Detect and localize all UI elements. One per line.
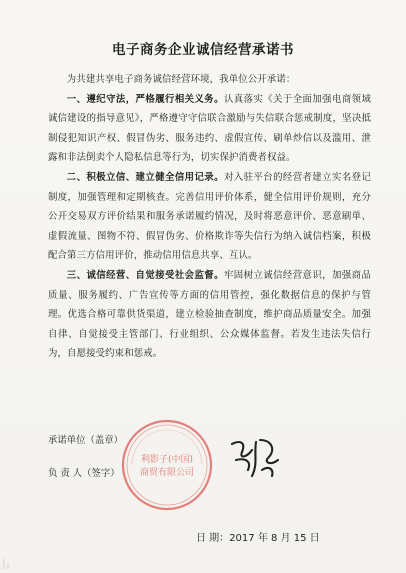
svg-text:商贸有限公司: 商贸有限公司	[139, 468, 195, 478]
section-1-heading: 一、遵纪守法，严格履行相关义务。	[66, 93, 224, 105]
section-3-text: 牢固树立诚信经营意识，加强商品质量、服务履约、广告宣传等方面的信用管控，强化数据信息的保护与管理。优选合格可靠供货渠道，建立检验抽查制度，维护商品质量安全。加强自律、自觉接受主管部门、行业组织、公众媒体监督。若发生违法失信行为，自愿接受约束和惩戒。	[48, 269, 371, 360]
intro-paragraph: 为共建共享电子商务诚信经营环境，我单位公开承诺：	[66, 74, 296, 85]
section-3-heading: 三、诚信经营、自觉接受社会监督。	[66, 269, 224, 281]
handwritten-signature	[226, 430, 284, 486]
svg-text:利影子(中国): 利影子(中国)	[140, 455, 194, 465]
section-2	[48, 168, 371, 266]
unit-label: 承诺单位（盖章）	[48, 435, 124, 446]
document-title: 电子商务企业诚信经营承诺书	[112, 42, 294, 58]
document-body	[48, 70, 371, 364]
section-2-text: 对入驻平台的经营者建立实名登记制度，加强管理和定期核查。完善信用评价体系，健全信用评价规则，充分公开交易双方评价结果和服务承诺履约情况，及时将恶意评价、恶意刷单、虚假流量、图物不符、假冒伪劣、价格欺诈等失信行为纳入诚信档案，积极配合第三方信用评价，推动信用信息共享、互认。	[48, 171, 371, 262]
date-value: 2017 年 8 月 15 日	[229, 533, 320, 544]
company-seal	[120, 418, 214, 512]
date-line	[196, 529, 320, 544]
section-1-text: 认真落实《关于全面加强电商领域诚信建设的指导意见》，严格遵守守信联合激励与失信联合惩戒制度，坚决抵制侵犯知识产权、假冒伪劣、服务违约、虚假宣传、刷单炒信以及滥用、泄露和非法倒卖个人隐私信息等行为，切实保护消费者权益。	[48, 93, 371, 164]
section-2-heading: 二、积极立信、建立健全信用记录。	[66, 171, 224, 183]
date-label: 日 期：	[196, 533, 230, 544]
section-3	[48, 266, 371, 364]
scan-artifact-icon	[0, 533, 40, 573]
section-1	[48, 90, 371, 168]
person-label: 负 责 人（签字）	[48, 468, 120, 479]
